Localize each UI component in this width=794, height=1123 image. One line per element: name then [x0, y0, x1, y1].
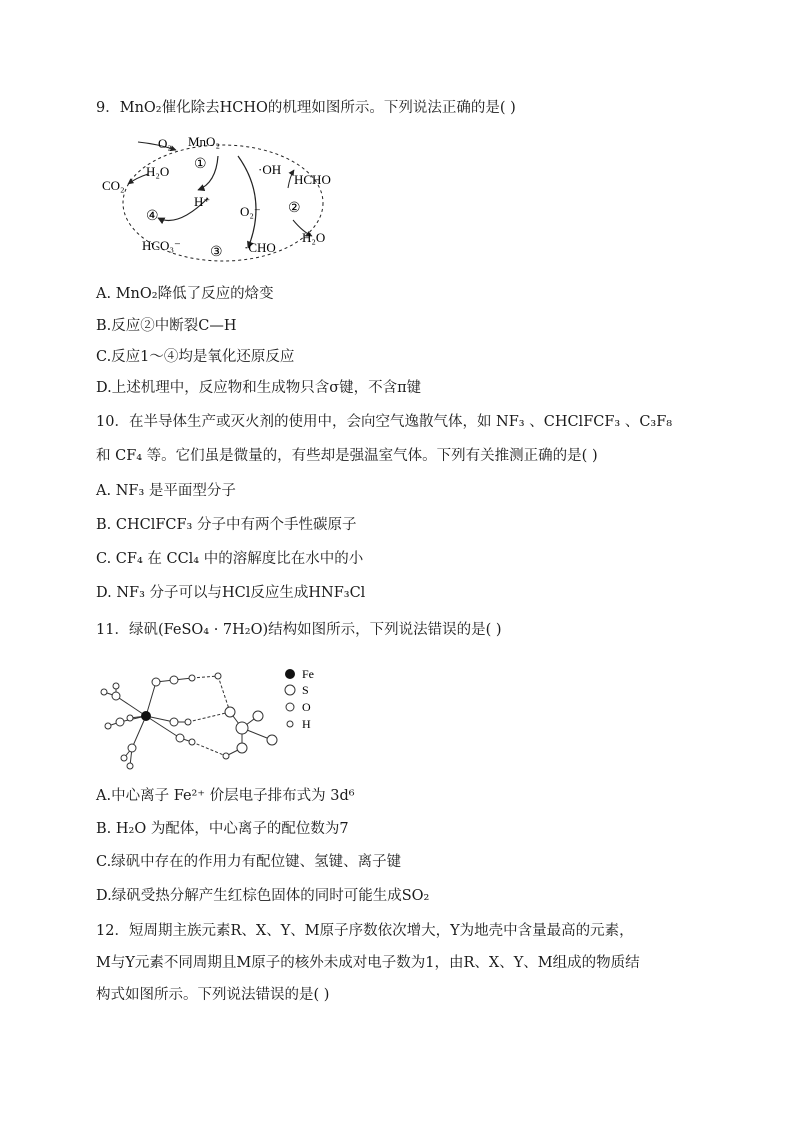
- label-h-plus: H⁺: [194, 194, 211, 209]
- label-step4: ④: [146, 209, 159, 224]
- q12-line3: 构式如图所示。下列说法错误的是( ): [96, 987, 330, 1003]
- q10-option-d: D. NF₃ 分子可以与HCl反应生成HNF₃Cl: [96, 585, 366, 601]
- label-cho: ·CHO: [244, 240, 276, 255]
- q10-option-b: B. CHClFCF₃ 分子中有两个手性碳原子: [96, 517, 357, 533]
- q12-line1: 12．短周期主族元素R、X、Y、M原子序数依次增大，Y为地壳中含量最高的元素，: [96, 923, 634, 939]
- q10-stem-line1: 10．在半导体生产或灭火剂的使用中，会向空气逸散气体，如 NF₃ 、CHClFCF₃ 、C₃F₈: [96, 414, 673, 430]
- q9-option-b: B.反应②中断裂C—H: [96, 318, 237, 334]
- q9-option-a: A. MnO₂降低了反应的焓变: [96, 286, 274, 302]
- q10-option-a: A. NF₃ 是平面型分子: [96, 483, 236, 499]
- legend-h-icon: [287, 721, 293, 727]
- legend-fe: Fe: [302, 667, 314, 681]
- label-h2o-right: H₂O: [302, 230, 326, 245]
- legend-h: H: [302, 717, 311, 731]
- label-step3: ③: [210, 245, 223, 260]
- q11-option-b: B. H₂O 为配体，中心离子的配位数为7: [96, 821, 349, 837]
- q10-stem-line2: 和 CF₄ 等。它们虽是微量的，有些却是强温室气体。下列有关推测正确的是( ): [96, 448, 598, 464]
- q9-option-c: C.反应1～④均是氧化还原反应: [96, 349, 295, 365]
- label-step1: ①: [194, 157, 207, 172]
- co2-out-arrow: [128, 174, 148, 184]
- o2minus-arrow: [238, 156, 256, 248]
- q11-option-a: A.中心离子 Fe²⁺ 价层电子排布式为 3d⁶: [96, 788, 355, 804]
- label-hco3: HCO₃⁻: [142, 238, 181, 253]
- legend-s: S: [302, 683, 309, 697]
- q10-option-c: C. CF₄ 在 CCl₄ 中的溶解度比在水中的小: [96, 551, 364, 567]
- label-o2-minus: O₂⁻: [240, 204, 261, 219]
- q12-line2: M与Y元素不同周期且M原子的核外未成对电子数为1，由R、X、Y、M组成的物质结: [96, 955, 640, 971]
- label-step2: ②: [288, 201, 301, 216]
- q9-stem: 9．MnO₂催化除去HCHO的机理如图所示。下列说法正确的是( ): [96, 100, 516, 116]
- legend-s-icon: [285, 685, 295, 695]
- fe-atom: [141, 711, 151, 721]
- label-h2o-left: H₂O: [146, 164, 170, 179]
- q11-structure-diagram: [96, 656, 336, 776]
- q9-option-d: D.上述机理中，反应物和生成物只含σ键，不含π键: [96, 380, 422, 396]
- q9-mechanism-diagram: [98, 128, 358, 268]
- label-co2: CO₂: [102, 178, 125, 193]
- label-o2: O₂: [158, 136, 172, 151]
- label-oh: ·OH: [258, 162, 282, 177]
- legend-o-icon: [286, 703, 294, 711]
- legend-o: O: [302, 700, 311, 714]
- label-mno2: MnO₂: [188, 134, 220, 149]
- q11-option-c: C.绿矾中存在的作用力有配位键、氢键、离子键: [96, 854, 402, 870]
- q11-option-d: D.绿矾受热分解产生红棕色固体的同时可能生成SO₂: [96, 888, 430, 904]
- q11-stem: 11．绿矾(FeSO₄ · 7H₂O)结构如图所示，下列说法错误的是( ): [96, 622, 502, 638]
- legend-fe-icon: [285, 669, 295, 679]
- label-hcho: HCHO: [294, 172, 331, 187]
